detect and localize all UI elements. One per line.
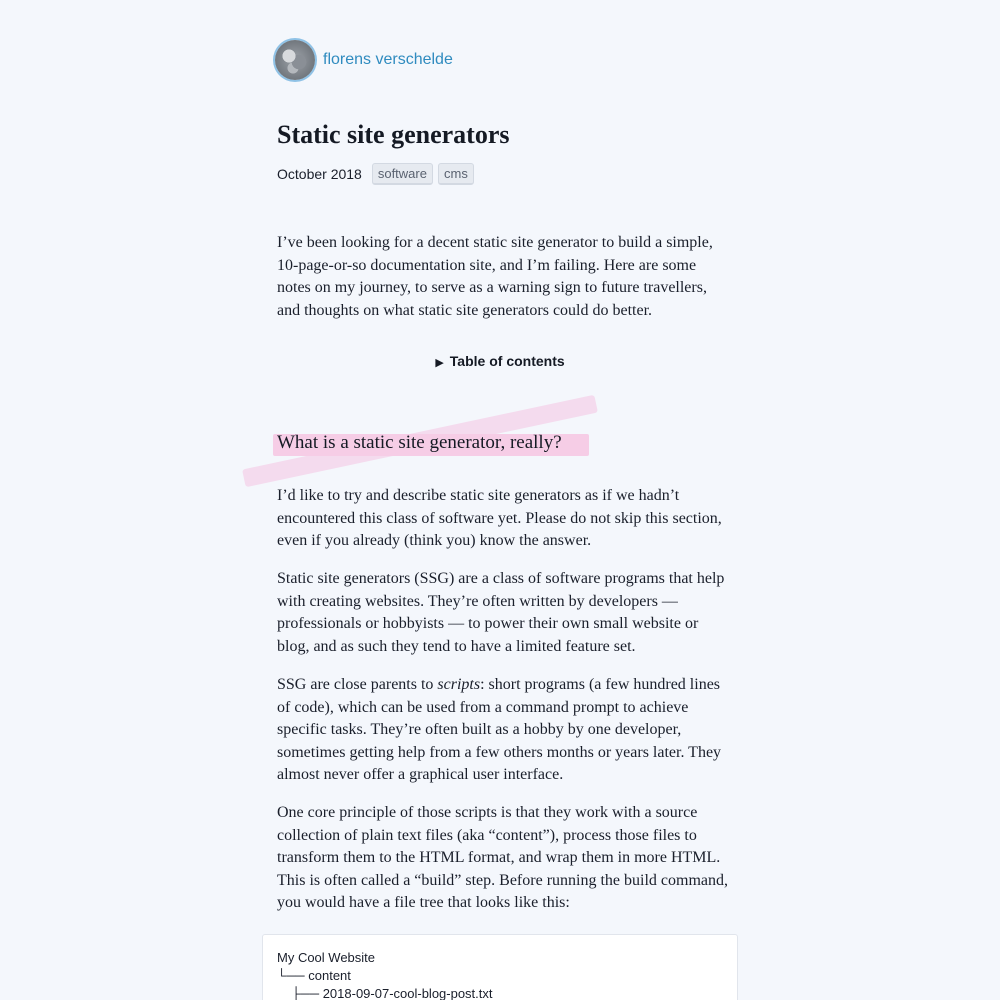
- section-paragraph-4: One core principle of those scripts is that they work with a source collection of plain text files (aka “content”), process those files to transform them to the HTML format, and wrap them in more HTML. This is often called a “build” step. Before running the build command, you would have a file tree that looks like this:: [277, 804, 728, 912]
- p3-before: SSG are close parents to: [277, 676, 438, 693]
- code-lines: [277, 949, 493, 1000]
- table-of-contents-toggle[interactable]: [0, 353, 1000, 369]
- section-paragraph-2: Static site generators (SSG) are a class of software programs that help with creating websites. They’re often written by developers — professionals or hobbyists — to power their own small website or blog, and as such they tend to have a limited feature set.: [277, 570, 725, 655]
- code-line: My Cool Website: [277, 950, 376, 965]
- author-name: florens verschelde: [323, 51, 453, 68]
- p3-after: : short programs (a few hundred lines of code), which can be used from a command prompt to achieve specific tasks. They’re often built as a hobby by one developer, sometimes getting help from a few others months or years later. They almost never offer a graphical user interface.: [277, 676, 722, 784]
- page-title: Static site generators: [277, 120, 510, 149]
- triangle-right-icon: ▶: [435, 357, 444, 369]
- section-heading: What is a static site generator, really?: [277, 432, 562, 453]
- code-line: ├── 2018-09-07-cool-blog-post.txt: [277, 986, 493, 1000]
- code-line: └── content: [277, 968, 351, 983]
- avatar: [275, 40, 315, 80]
- post-date: October 2018: [277, 166, 362, 182]
- author-link[interactable]: [275, 40, 453, 80]
- section-heading-block: [240, 388, 600, 488]
- intro-paragraph: I’ve been looking for a decent static site generator to build a simple, 10-page-or-so documentation site, and I’m failing. Here are some notes on my journey, to serve as a warning sign to future travellers, and thoughts on what static site generators could do better.: [277, 234, 713, 319]
- file-tree-code-block: [262, 934, 738, 1000]
- section-paragraph-3: [277, 674, 732, 787]
- tag-software[interactable]: software: [372, 163, 433, 185]
- tag-cms[interactable]: cms: [438, 163, 474, 185]
- p3-emphasis: scripts: [437, 676, 481, 693]
- toc-label: Table of contents: [449, 353, 565, 369]
- section-paragraph-1: I’d like to try and describe static site generators as if we hadn’t encountered this class of software yet. Please do not skip this section, even if you already (think you) know the answer.: [277, 487, 722, 550]
- post-meta: [277, 163, 479, 185]
